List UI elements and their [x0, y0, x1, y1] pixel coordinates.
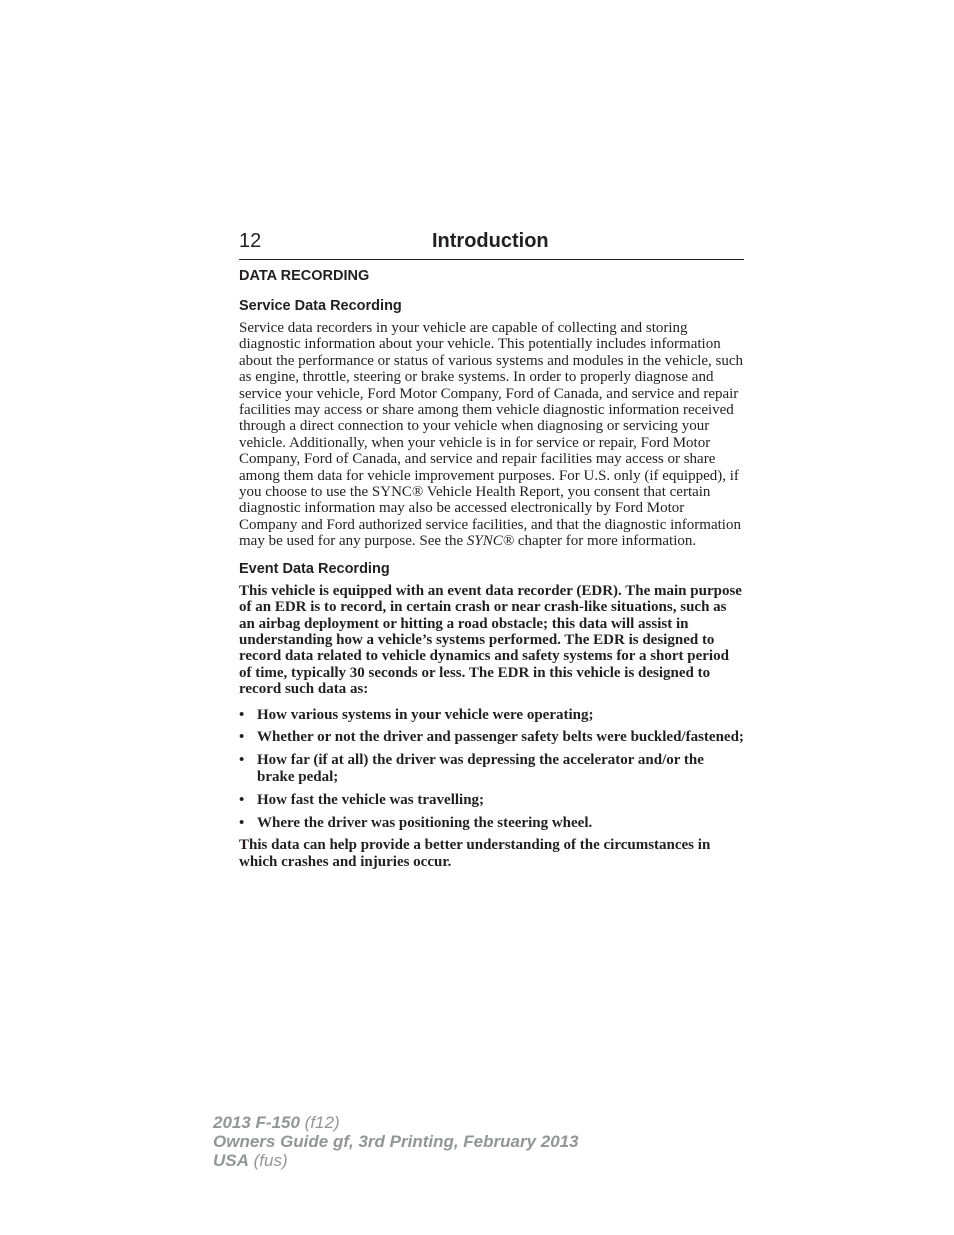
service-data-recording-heading: Service Data Recording — [239, 298, 402, 314]
list-item: • Where the driver was positioning the steering wheel. — [239, 814, 593, 831]
chapter-title: Introduction — [432, 230, 549, 252]
edr-closing-paragraph: This data can help provide a better understanding of the circumstances in which crashes and injuries occur. — [239, 837, 711, 870]
list-item: • How fast the vehicle was travelling; — [239, 791, 485, 808]
page-footer — [213, 1113, 579, 1170]
bullet-icon: • — [239, 791, 245, 808]
bullet-icon: • — [239, 729, 245, 746]
service-text-before: Service data recorders in your vehicle are capable of collecting and storing diagnostic information about your vehicle. This potentially includes information about the performance or status of various systems and modules in the vehicle, such as engine, throttle, steering or brake systems. In order to properly diagnose and service your vehicle, Ford Motor Company, Ford of Canada, and service and repair facilities may access or share among them vehicle diagnostic information received through a direct connection to your vehicle when diagnosing or servicing your vehicle. Additionally, when your vehicle is in for service or repair, Ford Motor Company, Ford of Canada, and service and repair facilities may access or share among them data for vehicle improvement purposes. For U.S. only (if equipped), if you choose to use the SYNC® Vehicle Health Report, you consent that certain diagnostic information may also be accessed electronically by Ford Motor Company and Ford authorized service facilities, and that the diagnostic information may be used for any purpose. See the — [239, 320, 744, 550]
footer-guide-line: Owners Guide gf, 3rd Printing, February 2013 — [213, 1132, 579, 1151]
service-text-after: chapter for more information. — [514, 533, 697, 550]
section-title: DATA RECORDING — [239, 268, 370, 284]
footer-model-line: 2013 F-150 (f12) — [213, 1113, 340, 1132]
bullet-icon: • — [239, 814, 245, 831]
bullet-icon: • — [239, 706, 245, 723]
bullet-icon: • — [239, 752, 245, 769]
list-item: • Whether or not the driver and passenger safety belts were buckled/fastened; — [239, 729, 744, 746]
page-content — [239, 266, 745, 879]
sync-chapter-reference: SYNC® — [466, 533, 515, 550]
page-number: 12 — [239, 230, 262, 252]
footer-market-line: USA (fus) — [213, 1151, 288, 1170]
edr-intro-paragraph: This vehicle is equipped with an event data recorder (EDR). The main purpose of an EDR is to record, in certain crash or near crash-like situations, such as an airbag deployment or hitting a road obstacle; this data will assist in understanding how a vehicle’s systems performed. The EDR is designed to record data related to vehicle dynamics and safety systems for a short period of time, typically 30 seconds or less. The EDR in this vehicle is designed to record such data as: — [239, 582, 742, 698]
list-item: • How far (if at all) the driver was depressing the accelerator and/or the brake pedal; — [239, 752, 704, 785]
service-data-paragraph — [239, 320, 745, 550]
edr-data-list — [239, 707, 745, 831]
page-header — [239, 229, 744, 260]
event-data-recording-heading: Event Data Recording — [239, 560, 390, 577]
list-item: • How various systems in your vehicle were operating; — [239, 706, 594, 723]
